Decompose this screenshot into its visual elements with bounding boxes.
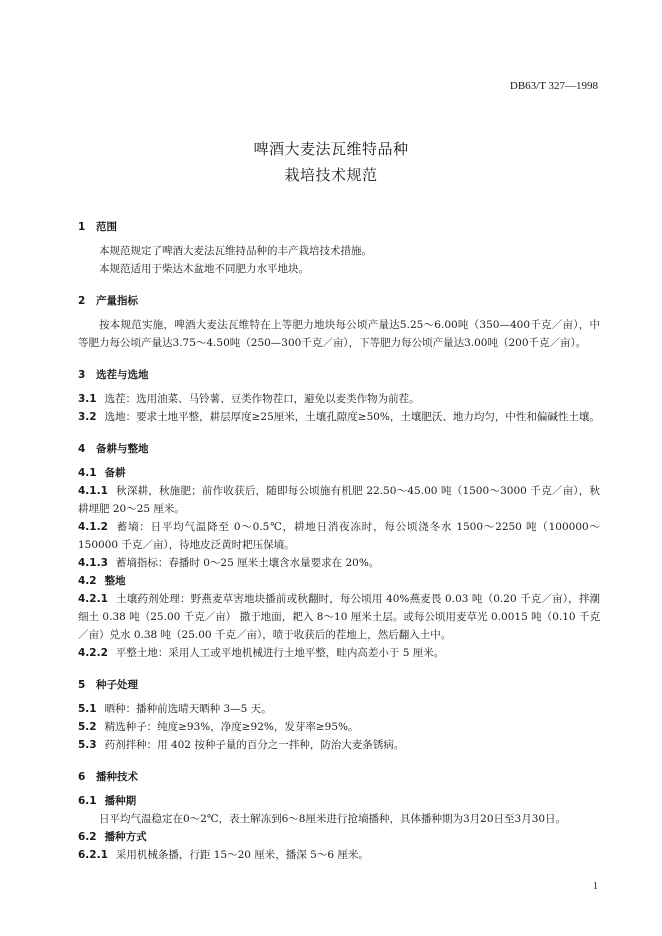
- section-number: 1: [78, 221, 86, 233]
- clause-number: 5.1: [78, 703, 97, 715]
- clause-text: 蓄墒：日平均气温降至 0～0.5℃，耕地日消夜冻时，每公顷浇冬水 1500～2250 吨（100000～150000 千克／亩），待地皮泛黄时耙压保墒。: [78, 521, 600, 551]
- paragraph: 按本规范实施，啤酒大麦法瓦维特在上等肥力地块每公顷产量达5.25～6.00吨（350—400千克／亩），中等肥力每公顷产量达3.75～4.50吨（250—300千克／亩），下等肥力每公顷产量达3.00吨（200千克／亩）。: [78, 319, 600, 349]
- clause-text: 药剂拌种：用 402 按种子量的百分之一拌种，防治大麦条锈病。: [104, 739, 405, 751]
- paragraph: 本规范适用于柴达木盆地不同肥力水平地块。: [99, 263, 309, 275]
- subsection-heading: [78, 828, 600, 846]
- clause-text: 平整土地：采用人工或平地机械进行土地平整，畦内高差小于 5 厘米。: [115, 647, 445, 659]
- clause-number: 6.2.1: [78, 849, 108, 861]
- clause-text: 土壤药剂处理：野燕麦草害地块播前或秋翻时，每公顷用 40%燕麦畏 0.03 吨（0.20 千克／亩），拌潮细土 0.38 吨（25.00 千克／亩） 撒于地面，耙入 8～10 厘米土层。或每公顷用麦草光 0.0015 吨（0.10 千克／亩）兑水 0.38 吨（25.00 千克／亩），喷于收获后的茬地上，然后翻入土中。: [78, 593, 600, 641]
- section-heading-scope: [78, 218, 600, 236]
- clause-item: [78, 736, 600, 754]
- subsection-heading: [78, 464, 600, 482]
- section-heading-seed-treatment: [78, 676, 600, 694]
- document-title-line1: 啤酒大麦法瓦维特品种: [253, 140, 409, 158]
- subsection-heading: [78, 572, 600, 590]
- section-number: 2: [78, 295, 86, 307]
- subsection-number: 6.2: [78, 831, 97, 843]
- clause-item: [78, 390, 600, 408]
- section-number: 5: [78, 679, 86, 691]
- page-number: 1: [593, 881, 598, 892]
- clause-number: 4.1.3: [78, 557, 108, 569]
- clause-text: 采用机械条播，行距 15～20 厘米，播深 5～6 厘米。: [115, 849, 369, 861]
- section-title: 播种技术: [96, 771, 138, 783]
- subsection-number: 6.1: [78, 795, 97, 807]
- section-title: 范围: [96, 221, 117, 233]
- subsection-title: 整地: [104, 575, 126, 587]
- paragraph: 本规范规定了啤酒大麦法瓦维持品种的丰产栽培技术措施。: [99, 245, 372, 257]
- subsection-title: 播种期: [104, 795, 137, 807]
- clause-item: [78, 700, 600, 718]
- clause-number: 3.1: [78, 393, 97, 405]
- clause-number: 4.2.1: [78, 593, 108, 605]
- clause-number: 5.2: [78, 721, 97, 733]
- section-heading-yield: [78, 292, 600, 310]
- clause-item: [78, 554, 600, 572]
- clause-number: 4.1.2: [78, 521, 108, 533]
- clause-text: 秋深耕，秋施肥；前作收获后，随即每公顷施有机肥 22.50～45.00 吨（1500～3000 千克／亩），秋耕埋肥 20～25 厘米。: [78, 485, 600, 515]
- subsection-title: 播种方式: [104, 831, 147, 843]
- clause-item: [78, 518, 600, 554]
- section-title: 选茬与选地: [96, 369, 149, 381]
- section-number: 6: [78, 771, 86, 783]
- section-title: 产量指标: [96, 295, 138, 307]
- section-number: 3: [78, 369, 86, 381]
- subsection-number: 4.1: [78, 467, 97, 479]
- subsection-number: 4.2: [78, 575, 97, 587]
- clause-text: 选地：要求土地平整，耕层厚度≥25厘米，土壤孔隙度≥50%，土壤肥沃、地力均匀，中性和偏碱性土壤。: [104, 411, 600, 423]
- clause-item: [78, 718, 600, 736]
- section-number: 4: [78, 443, 86, 455]
- clause-number: 3.2: [78, 411, 97, 423]
- clause-item: [78, 408, 600, 426]
- document-code: DB63/T 327—1998: [509, 80, 598, 92]
- clause-item: [78, 846, 600, 864]
- section-heading-tillage: [78, 440, 600, 458]
- section-heading-sowing: [78, 768, 600, 786]
- clause-item: [78, 644, 600, 662]
- section-title: 种子处理: [96, 679, 138, 691]
- clause-text: 精选种子：纯度≥93%，净度≥92%，发芽率≥95%。: [104, 721, 359, 733]
- clause-number: 4.2.2: [78, 647, 108, 659]
- document-body: [78, 218, 600, 864]
- clause-text: 蓄墒指标：春播时 0～25 厘米土壤含水量要求在 20%。: [115, 557, 380, 569]
- clause-item: [78, 590, 600, 644]
- clause-number: 5.3: [78, 739, 97, 751]
- clause-text: 选茬：选用油菜、马铃薯、豆类作物茬口，避免以麦类作物为前茬。: [104, 393, 420, 405]
- section-title: 备耕与整地: [96, 443, 149, 455]
- clause-item: [78, 482, 600, 518]
- subsection-heading: [78, 792, 600, 810]
- clause-number: 4.1.1: [78, 485, 108, 497]
- subsection-title: 备耕: [104, 467, 126, 479]
- section-heading-field-selection: [78, 366, 600, 384]
- paragraph: 日平均气温稳定在0～2℃，表土解冻到6～8厘米进行抢墒播种，具体播种期为3月20日至3月30日。: [99, 813, 567, 825]
- clause-text: 晒种：播种前选晴天晒种 3—5 天。: [104, 703, 272, 715]
- document-title-line2: 栽培技术规范: [284, 166, 378, 184]
